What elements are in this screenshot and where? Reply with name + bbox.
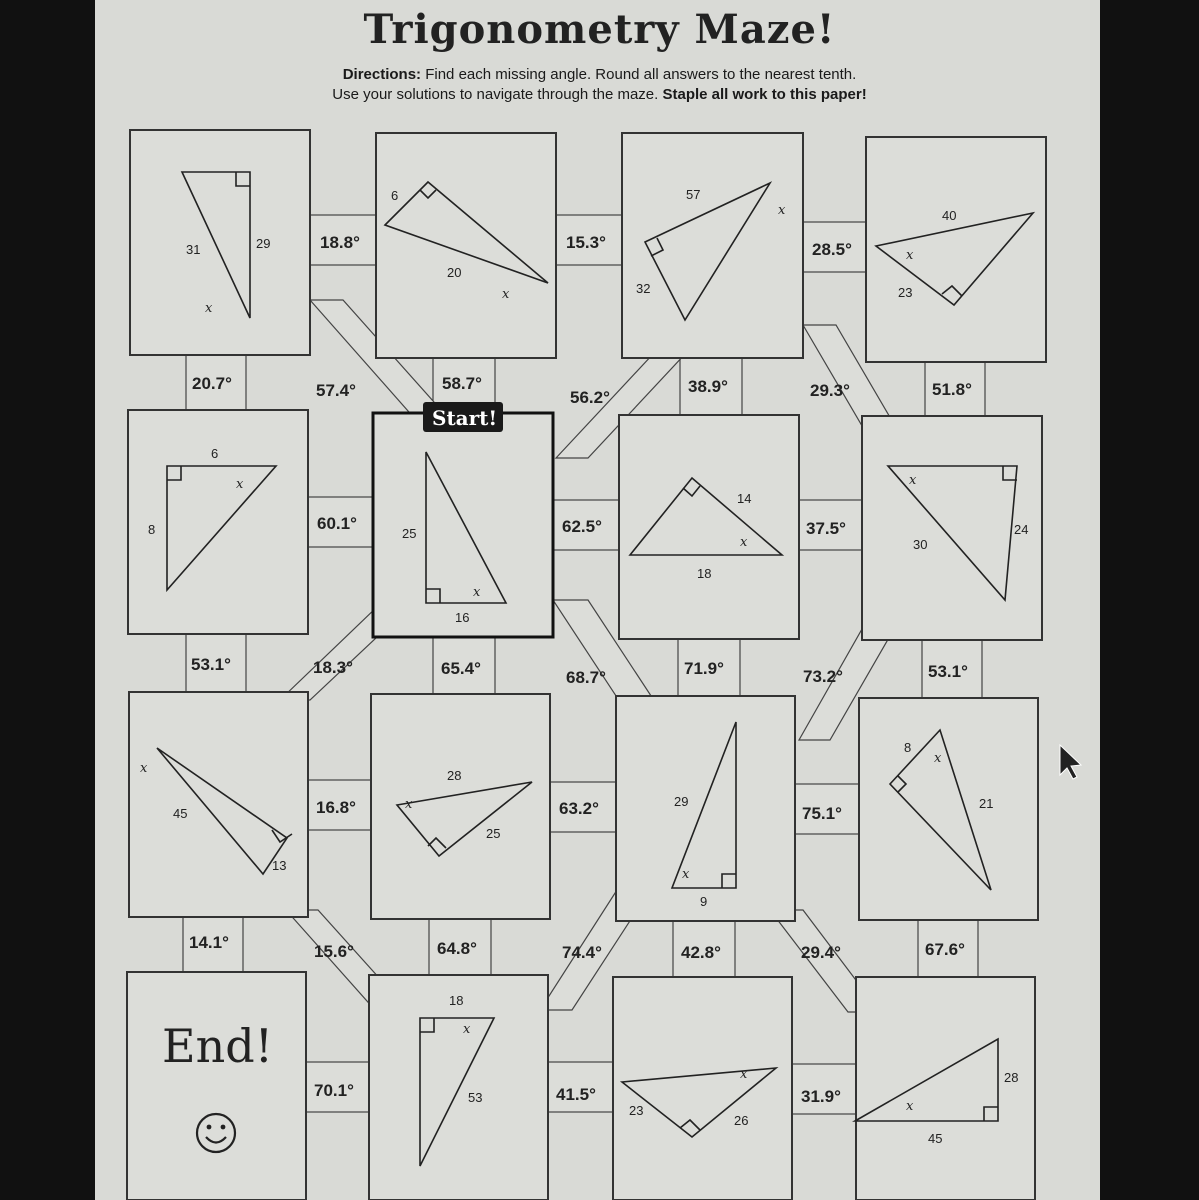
side-label: 45	[928, 1131, 943, 1146]
answer-h-4: 60.1°	[317, 514, 357, 533]
answer-v-2: 58.7°	[442, 374, 482, 393]
answer-d-5: 68.7°	[566, 668, 606, 687]
mouse-cursor-icon	[1060, 745, 1081, 779]
angle-x-label: x	[909, 473, 917, 488]
answer-h-8: 63.2°	[559, 799, 599, 818]
angle-x-label: x	[405, 797, 413, 812]
maze-box-r2c3	[619, 415, 799, 639]
angle-x-label: x	[236, 477, 244, 492]
answer-d-6: 73.2°	[803, 667, 843, 686]
side-label: 18	[449, 993, 464, 1008]
side-label: 29	[256, 236, 271, 251]
side-label: 20	[447, 265, 462, 280]
side-label: 25	[402, 526, 417, 541]
maze-box-r3c4	[859, 698, 1038, 920]
answer-v-7: 71.9°	[684, 659, 724, 678]
side-label: 8	[148, 522, 156, 537]
side-label: 53	[468, 1090, 483, 1105]
side-label: 23	[898, 285, 913, 300]
side-label: 16	[455, 610, 470, 625]
answer-d-2: 56.2°	[570, 388, 610, 407]
angle-x-label: x	[140, 761, 148, 776]
side-label: 24	[1014, 522, 1029, 537]
angle-x-label: x	[682, 867, 690, 882]
angle-x-label: x	[740, 1067, 748, 1082]
side-label: 14	[737, 491, 752, 506]
directions-text-1: Find each missing angle. Round all answers to the nearest tenth.	[425, 66, 857, 83]
maze-box-r1c4	[866, 137, 1046, 362]
answer-h-10: 70.1°	[314, 1081, 354, 1100]
side-label: 13	[272, 858, 287, 873]
maze-box-r4c4	[856, 977, 1035, 1200]
answer-v-11: 42.8°	[681, 943, 721, 962]
answer-v-8: 53.1°	[928, 662, 968, 681]
side-label: 28	[1004, 1070, 1019, 1085]
maze-box-r3c1	[129, 692, 308, 917]
maze-box-r4c3	[613, 977, 792, 1200]
answer-v-1: 20.7°	[192, 374, 232, 393]
directions-label: Directions:	[342, 66, 422, 83]
answer-v-5: 53.1°	[191, 655, 231, 674]
angle-x-label: x	[473, 585, 481, 600]
answer-d-8: 74.4°	[562, 943, 602, 962]
answer-h-6: 37.5°	[806, 519, 846, 538]
directions-staple-note: Staple all work to this paper!	[662, 86, 867, 103]
side-label: 9	[700, 894, 708, 909]
answer-d-3: 29.3°	[810, 381, 850, 400]
side-label: 21	[979, 796, 994, 811]
start-label: Start!	[432, 406, 498, 430]
answer-v-3: 38.9°	[688, 377, 728, 396]
answer-v-10: 64.8°	[437, 939, 477, 958]
start-badge	[423, 402, 503, 432]
angle-x-label: x	[740, 535, 748, 550]
angle-x-label: x	[934, 751, 942, 766]
side-label: 32	[636, 281, 651, 296]
side-label: 31	[186, 242, 201, 257]
angle-x-label: x	[463, 1022, 471, 1037]
answer-h-11: 41.5°	[556, 1085, 596, 1104]
side-label: 6	[211, 446, 219, 461]
angle-x-label: x	[778, 203, 786, 218]
angle-x-label: x	[906, 1099, 914, 1114]
maze-box-r1c3	[622, 133, 803, 358]
answer-h-7: 16.8°	[316, 798, 356, 817]
answer-d-1: 57.4°	[316, 381, 356, 400]
answer-v-4: 51.8°	[932, 380, 972, 399]
angle-x-label: x	[205, 301, 213, 316]
side-label: 25	[486, 826, 501, 841]
answer-h-9: 75.1°	[802, 804, 842, 823]
side-label: 40	[942, 208, 957, 223]
answer-h-12: 31.9°	[801, 1087, 841, 1106]
maze-box-end	[127, 972, 306, 1200]
answer-h-2: 15.3°	[566, 233, 606, 252]
angle-x-label: x	[906, 248, 914, 263]
side-label: 23	[629, 1103, 644, 1118]
maze-box-r1c2	[376, 133, 556, 358]
answer-h-5: 62.5°	[562, 517, 602, 536]
side-label: 29	[674, 794, 689, 809]
side-label: 8	[904, 740, 912, 755]
answer-v-9: 14.1°	[189, 933, 229, 952]
angle-x-label: x	[502, 287, 510, 302]
side-label: 26	[734, 1113, 749, 1128]
answer-h-3: 28.5°	[812, 240, 852, 259]
page-title: Trigonometry Maze!	[363, 6, 836, 53]
side-label: 18	[697, 566, 712, 581]
side-label: 6	[391, 188, 399, 203]
side-label: 57	[686, 187, 701, 202]
side-label: 28	[447, 768, 462, 783]
directions-text-2: Use your solutions to navigate through the maze.	[332, 86, 659, 103]
answer-h-1: 18.8°	[320, 233, 360, 252]
maze-box-r1c1	[130, 130, 310, 355]
answer-d-7: 15.6°	[314, 942, 354, 961]
answer-d-4: 18.3°	[313, 658, 353, 677]
side-label: 30	[913, 537, 928, 552]
end-label: End!	[162, 1019, 274, 1073]
answer-v-12: 67.6°	[925, 940, 965, 959]
answer-d-9: 29.4°	[801, 943, 841, 962]
side-label: 45	[173, 806, 188, 821]
answer-v-6: 65.4°	[441, 659, 481, 678]
